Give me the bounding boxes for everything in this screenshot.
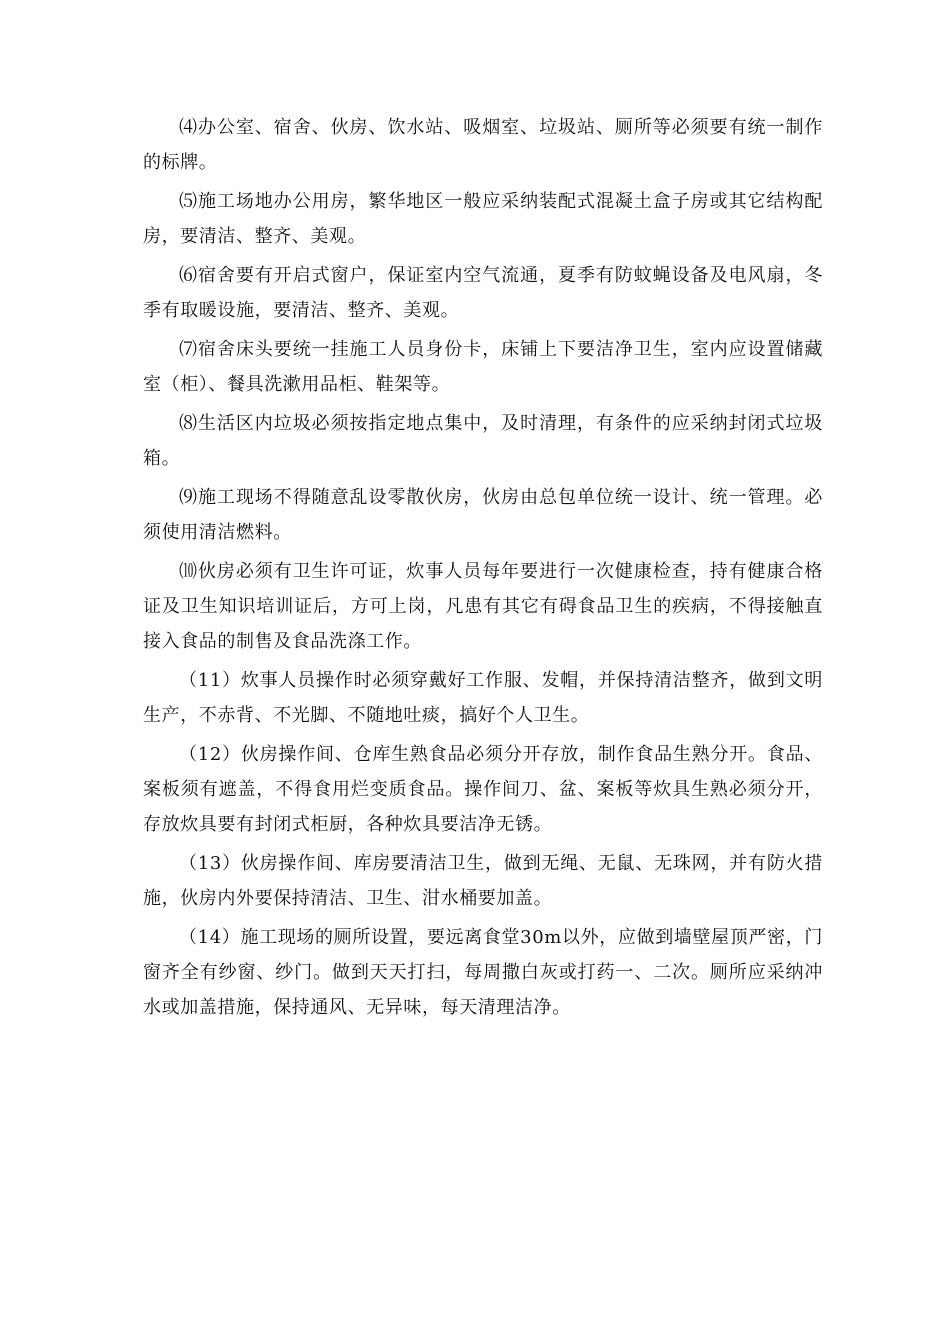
paragraph-item-12: （12）伙房操作间、仓库生熟食品必须分开存放，制作食品生熟分开。食品、案板须有遮盖，不得食用烂变质食品。操作间刀、盆、案板等炊具生熟必须分开，存放炊具要有封闭式柜厨，各种炊具要洁净无锈。 bbox=[143, 744, 823, 835]
paragraph-item-8: ⑻生活区内垃圾必须按指定地点集中，及时清理，有条件的应采纳封闭式垃圾箱。 bbox=[143, 413, 823, 469]
paragraph-item-7: ⑺宿舍床头要统一挂施工人员身份卡，床铺上下要洁净卫生，室内应设置储藏室（柜）、餐具洗漱用品柜、鞋架等。 bbox=[143, 339, 823, 395]
paragraph-item-9: ⑼施工现场不得随意乱设零散伙房，伙房由总包单位统一设计、统一管理。必须使用清洁燃料。 bbox=[143, 487, 823, 543]
paragraph-item-6: ⑹宿舍要有开启式窗户，保证室内空气流通，夏季有防蚊蝇设备及电风扇，冬季有取暖设施，要清洁、整齐、美观。 bbox=[143, 265, 823, 321]
paragraph-item-13: （13）伙房操作间、库房要清洁卫生，做到无绳、无鼠、无珠网，并有防火措施，伙房内外要保持清洁、卫生、泔水桶要加盖。 bbox=[143, 853, 823, 909]
paragraph-item-4: ⑷办公室、宿舍、伙房、饮水站、吸烟室、垃圾站、厕所等必须要有统一制作的标牌。 bbox=[143, 117, 823, 173]
paragraph-item-10: ⑽伙房必须有卫生许可证，炊事人员每年要进行一次健康检查，持有健康合格证及卫生知识培训证后，方可上岗，凡患有其它有碍食品卫生的疾病，不得接触直接入食品的制售及食品洗涤工作。 bbox=[143, 561, 823, 652]
document-body bbox=[143, 110, 823, 1029]
paragraph-item-5: ⑸施工场地办公用房，繁华地区一般应采纳装配式混凝土盒子房或其它结构配房，要清洁、整齐、美观。 bbox=[143, 191, 823, 247]
paragraph-item-14: （14）施工现场的厕所设置，要远离食堂30m以外，应做到墙壁屋顶严密，门窗齐全有纱窗、纱门。做到天天打扫，每周撒白灰或打药一、二次。厕所应采纳冲水或加盖措施，保持通风、无异味，每天清理洁净。 bbox=[143, 927, 823, 1018]
paragraph-item-11: （11）炊事人员操作时必须穿戴好工作服、发帽，并保持清洁整齐，做到文明生产，不赤背、不光脚、不随地吐痰，搞好个人卫生。 bbox=[143, 670, 823, 726]
